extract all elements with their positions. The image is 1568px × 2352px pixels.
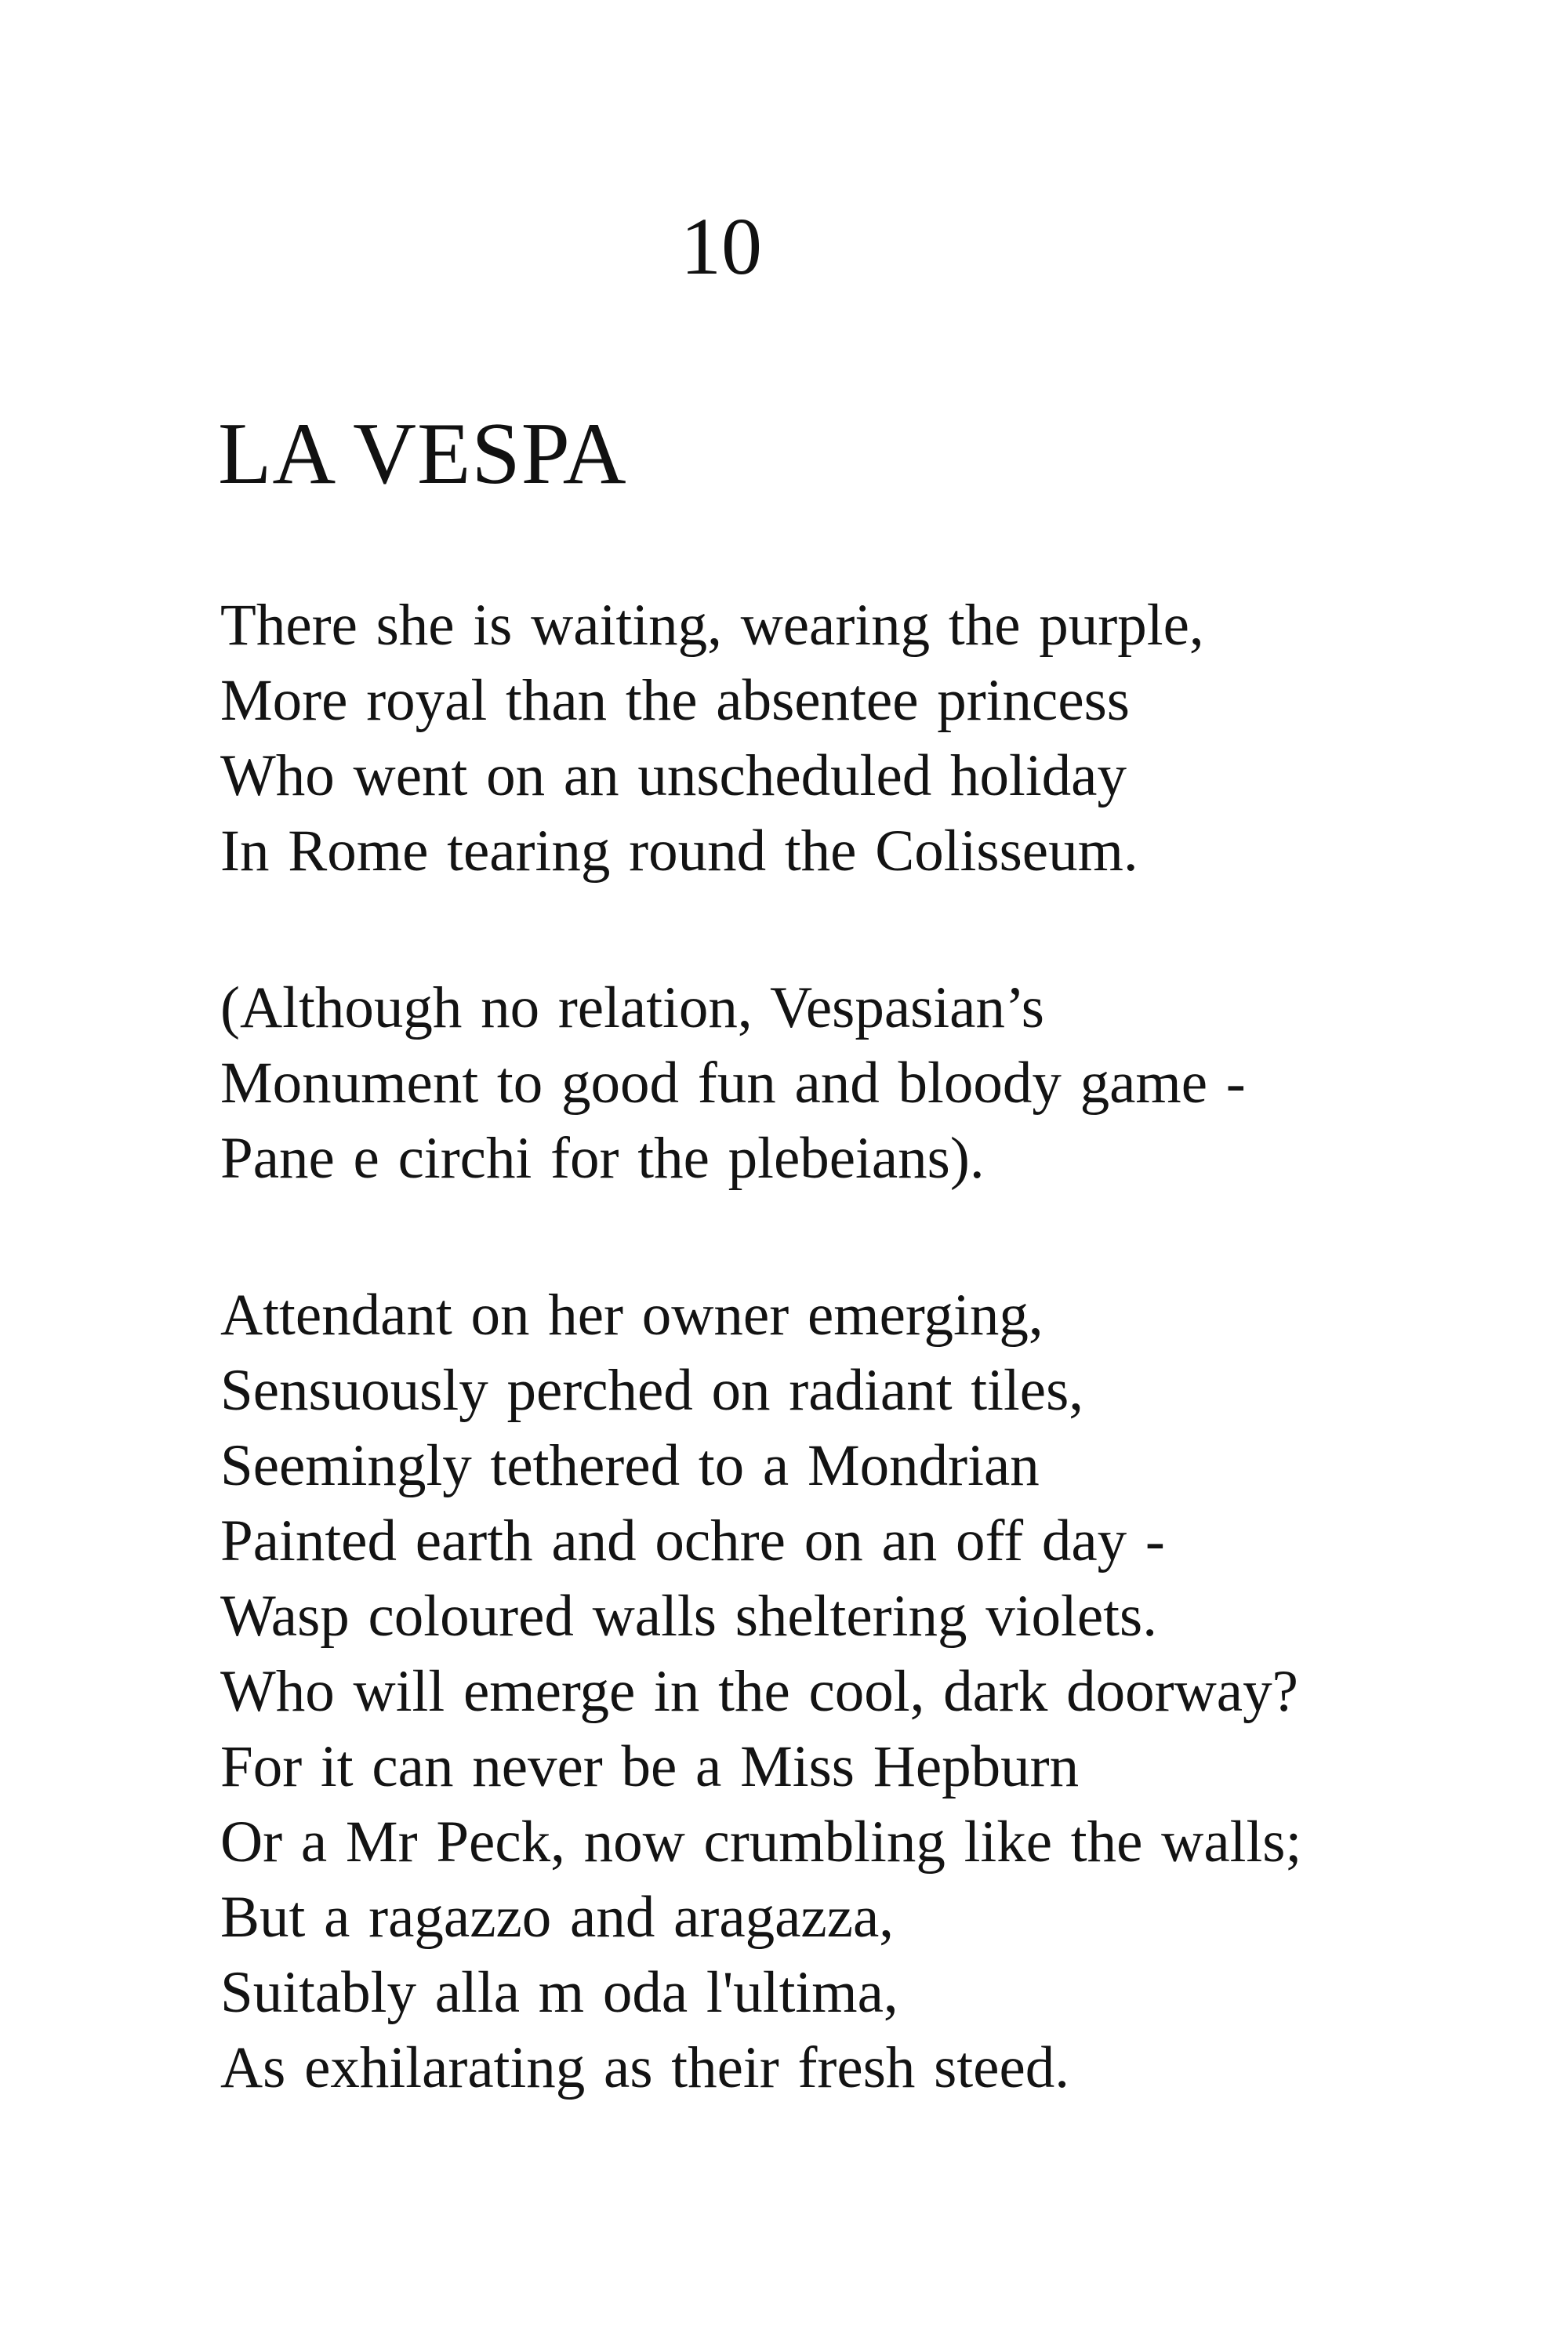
stanza-1: [220, 588, 1475, 889]
poem-line: Pane e circhi for the plebeians).: [220, 1126, 985, 1191]
poem-line: Wasp coloured walls sheltering violets.: [220, 1584, 1157, 1649]
poem-line: As exhilarating as their fresh steed.: [220, 2035, 1069, 2100]
poem-line: Who will emerge in the cool, dark doorway?: [220, 1659, 1298, 1724]
poem-line: More royal than the absentee princess: [220, 668, 1130, 733]
poem-line: Seemingly tethered to a Mondrian: [220, 1433, 1040, 1498]
poem-line: Monument to good fun and bloody game -: [220, 1051, 1246, 1116]
poem-line: There she is waiting, wearing the purple,: [220, 593, 1204, 658]
poem-line: Painted earth and ochre on an off day -: [220, 1508, 1165, 1573]
poem-body: [220, 588, 1475, 2187]
stanza-2: [220, 971, 1475, 1196]
stanza-3: [220, 1278, 1475, 2106]
page-number: 10: [681, 201, 762, 292]
poem-line: Suitably alla m oda l'ultima,: [220, 1960, 898, 2025]
poem-line: For it can never be a Miss Hepburn: [220, 1734, 1080, 1799]
poem-line: (Although no relation, Vespasian’s: [220, 975, 1044, 1040]
poem-line: Or a Mr Peck, now crumbling like the walls;: [220, 1809, 1302, 1875]
poem-line: Attendant on her owner emerging,: [220, 1283, 1044, 1348]
poem-line: But a ragazzo and aragazza,: [220, 1885, 895, 1950]
poem-title: LA VESPA: [218, 405, 627, 503]
poem-line: Sensuously perched on radiant tiles,: [220, 1358, 1084, 1423]
poem-line: In Rome tearing round the Colisseum.: [220, 818, 1138, 884]
poem-line: Who went on an unscheduled holiday: [220, 743, 1127, 808]
